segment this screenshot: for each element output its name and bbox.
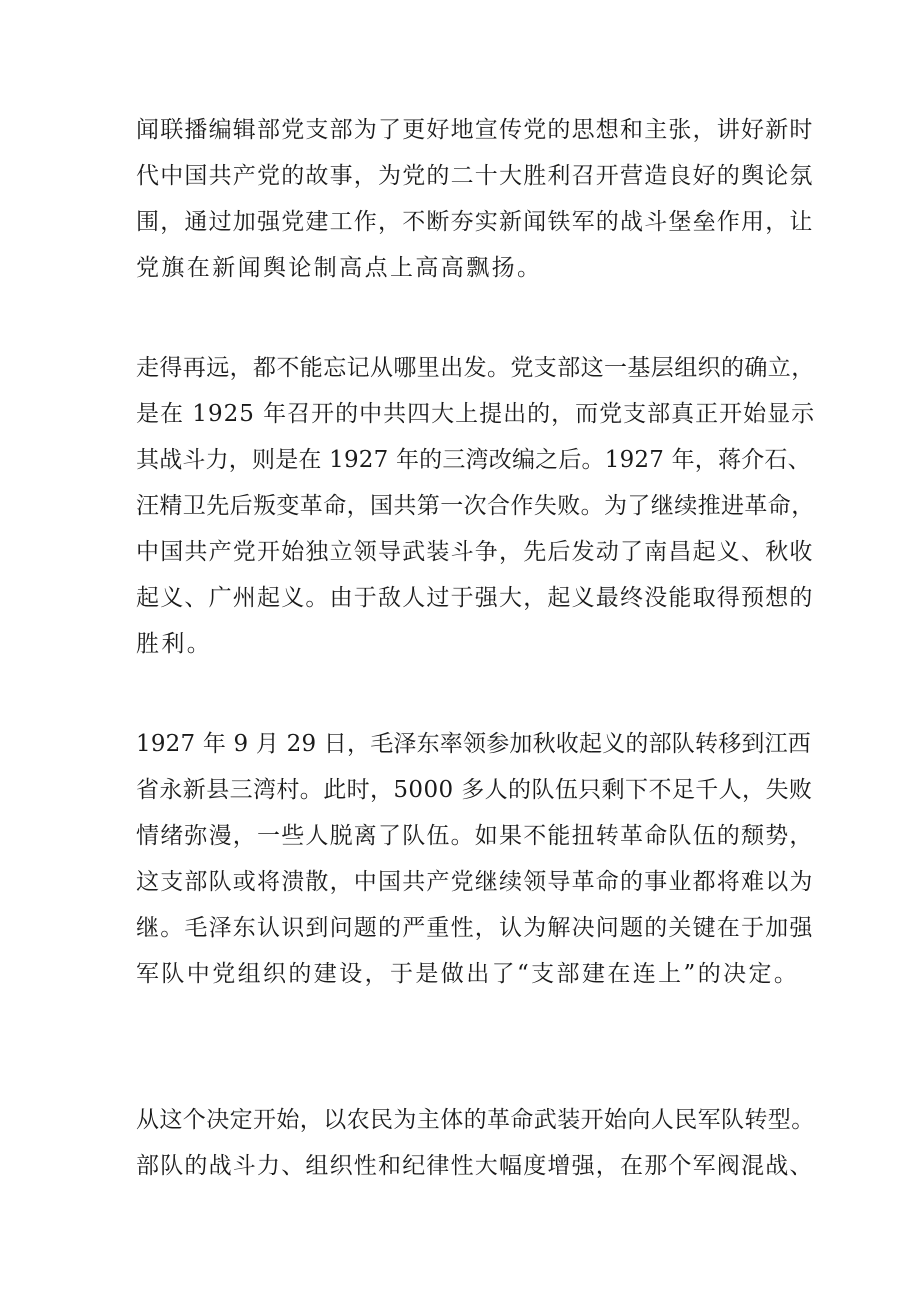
text-line: 代中国共产党的故事，为党的二十大胜利召开营造良好的舆论氛 <box>136 163 814 189</box>
text-line: 省永新县三湾村。此时，5000 多人的队伍只剩下不足千人，失败 <box>136 777 813 803</box>
text-line: 1927 年 9 月 29 日，毛泽东率领参加秋收起义的部队转移到江西 <box>136 731 811 757</box>
text-line: 部队的战斗力、组织性和纪律性大幅度增强，在那个军阀混战、 <box>136 1153 814 1179</box>
paragraph-4 <box>136 1097 816 1189</box>
text-line: 情绪弥漫，一些人脱离了队伍。如果不能扭转革命队伍的颓势， <box>136 823 814 849</box>
paragraph-2 <box>136 345 816 667</box>
text-line: 闻联播编辑部党支部为了更好地宣传党的思想和主张，讲好新时 <box>136 117 814 143</box>
text-line: 这支部队或将溃散，中国共产党继续领导革命的事业都将难以为 <box>136 869 814 895</box>
paragraph-1 <box>136 107 816 291</box>
text-line: 军队中党组织的建设，于是做出了“支部建在连上”的决定。 <box>136 961 800 987</box>
text-line: 其战斗力，则是在 1927 年的三湾改编之后。1927 年，蒋介石、 <box>136 447 811 473</box>
text-line: 从这个决定开始，以农民为主体的革命武装开始向人民军队转型。 <box>136 1107 815 1133</box>
text-line: 继。毛泽东认识到问题的严重性，认为解决问题的关键在于加强 <box>136 915 814 941</box>
paragraph-3 <box>136 721 816 997</box>
text-line: 中国共产党开始独立领导武装斗争，先后发动了南昌起义、秋收 <box>136 539 814 565</box>
text-line: 胜利。 <box>136 631 213 657</box>
text-line: 起义、广州起义。由于敌人过于强大，起义最终没能取得预想的 <box>136 585 814 611</box>
text-line: 走得再远，都不能忘记从哪里出发。党支部这一基层组织的确立， <box>136 355 815 381</box>
text-line: 是在 1925 年召开的中共四大上提出的，而党支部真正开始显示 <box>136 401 816 427</box>
text-line: 党旗在新闻舆论制高点上高高飘扬。 <box>136 255 543 281</box>
text-line: 围，通过加强党建工作，不断夯实新闻铁军的战斗堡垒作用，让 <box>136 209 814 235</box>
text-line: 汪精卫先后叛变革命，国共第一次合作失败。为了继续推进革命， <box>136 493 815 519</box>
